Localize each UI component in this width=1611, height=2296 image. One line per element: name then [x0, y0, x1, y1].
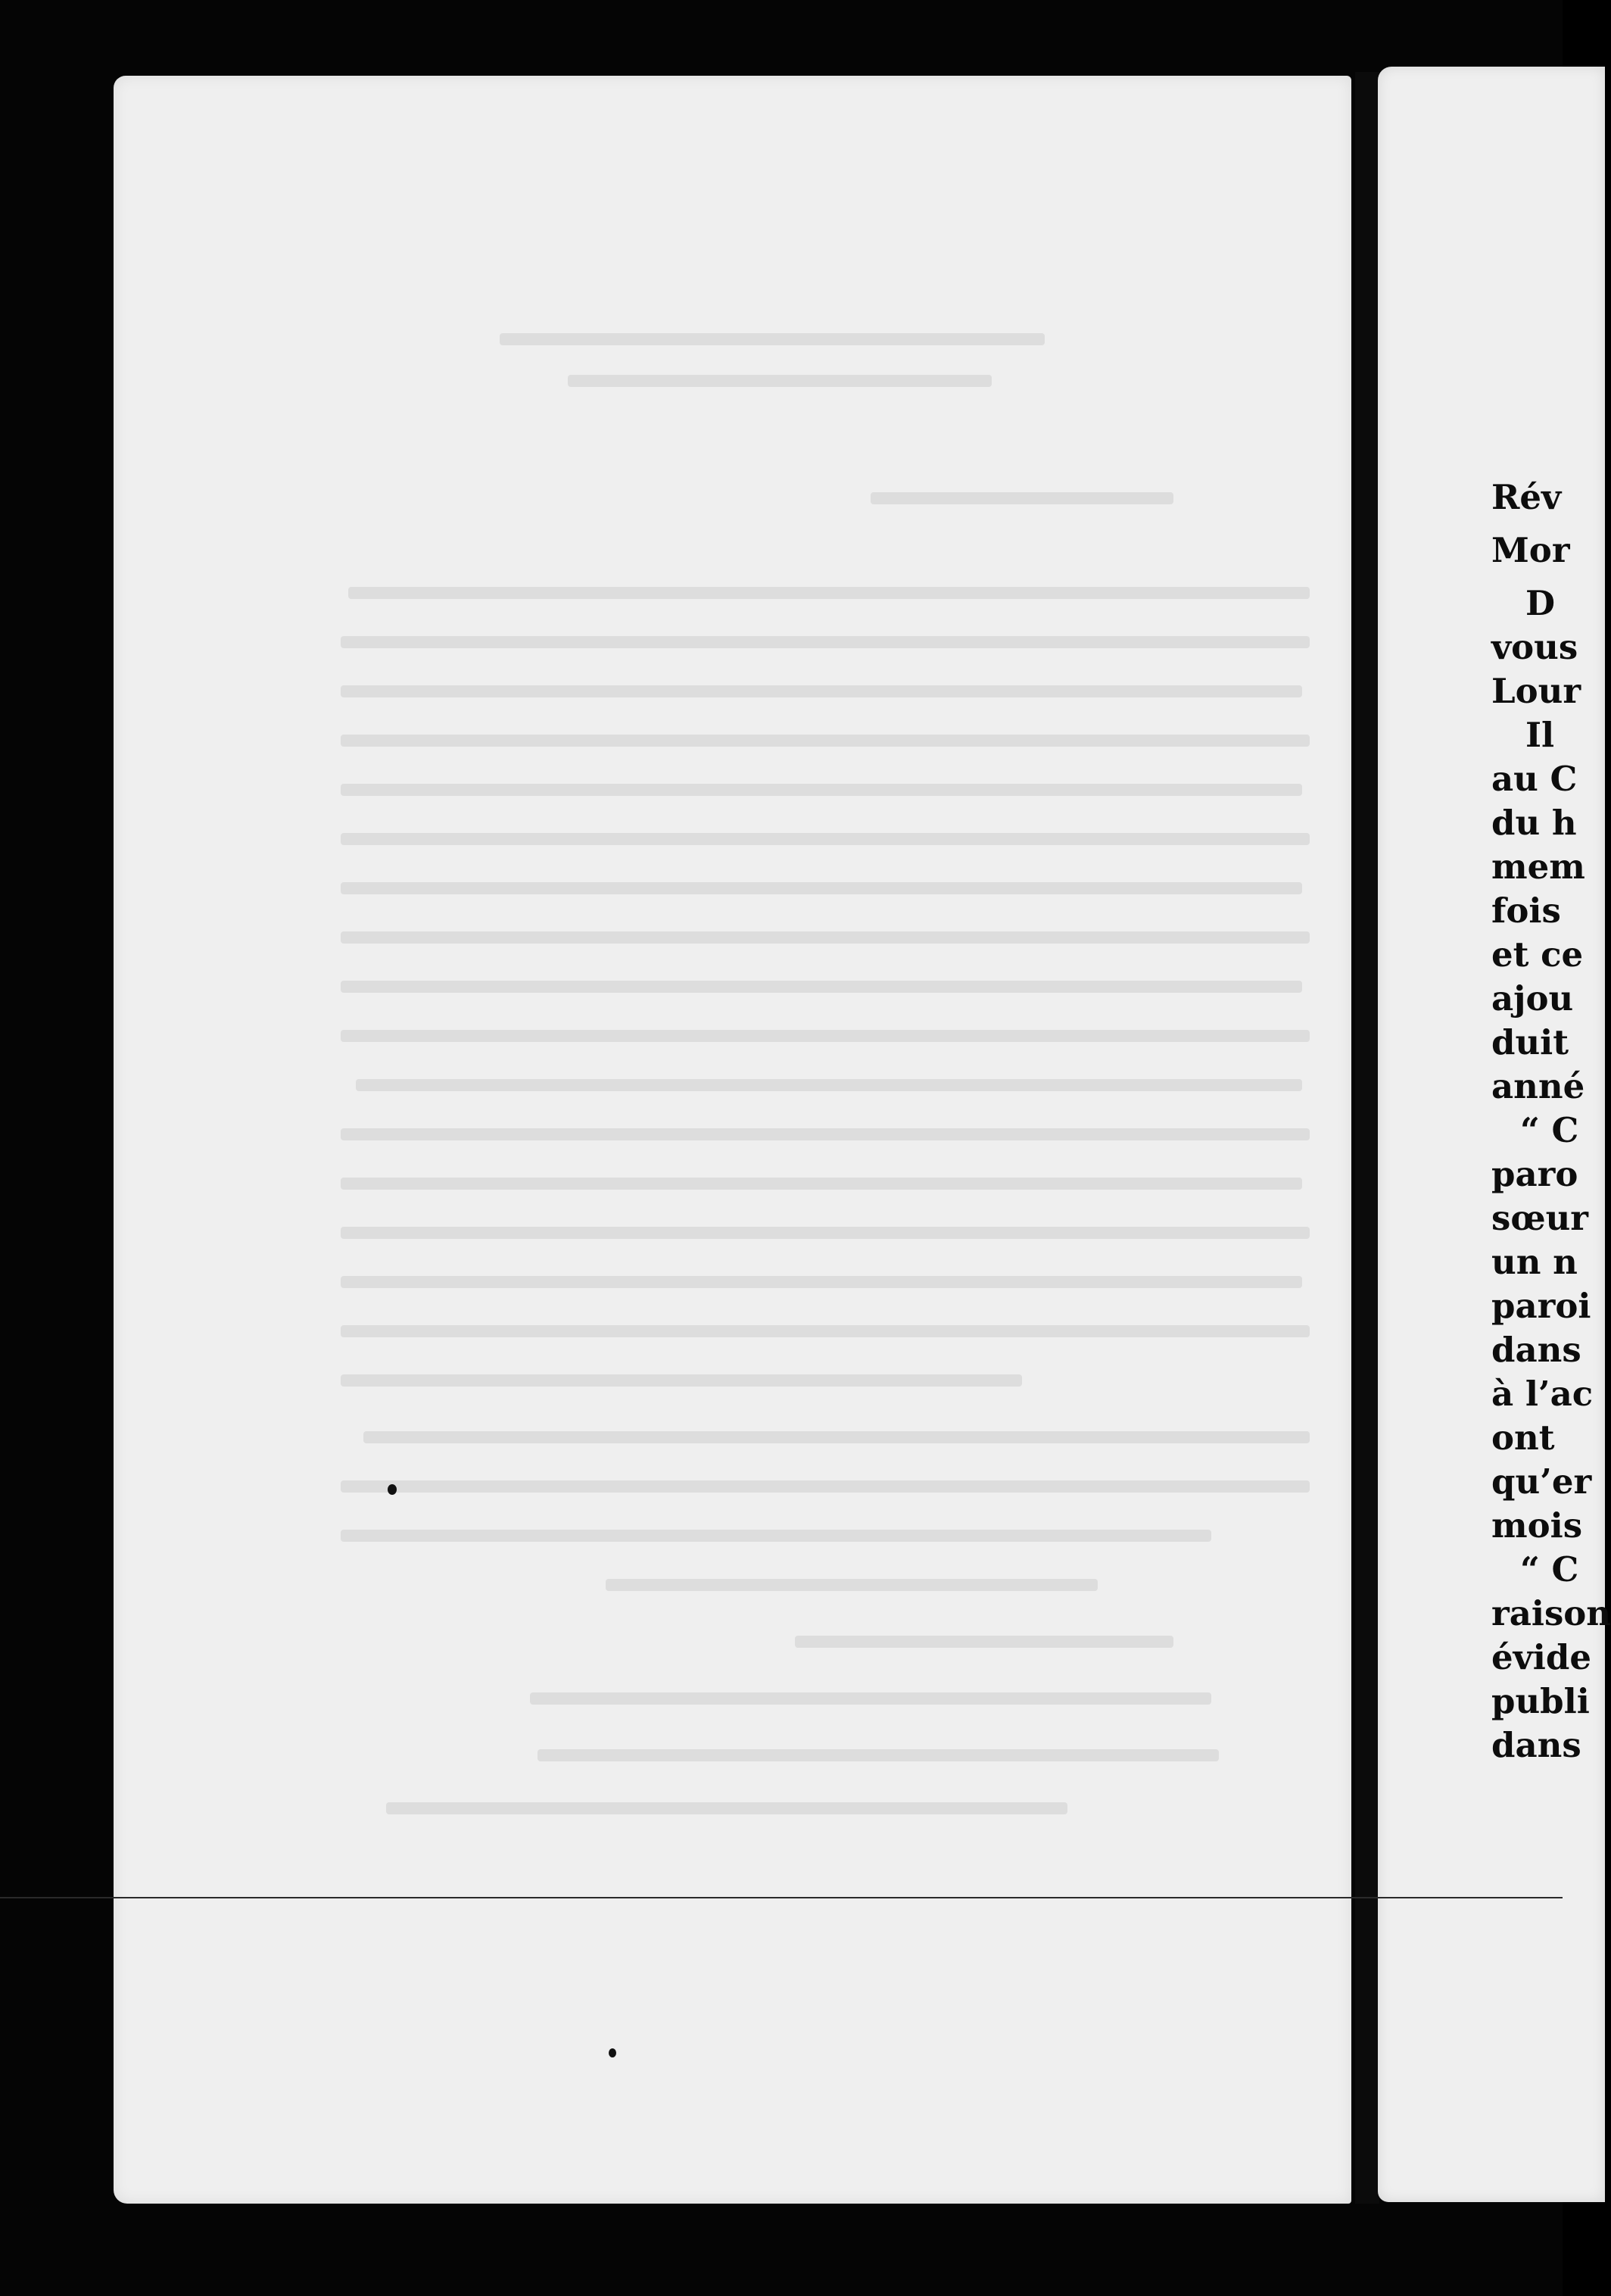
text-line: fois: [1491, 891, 1561, 931]
bleed-through-mark: [606, 1579, 1098, 1591]
text-line: et ce: [1491, 934, 1584, 975]
text-line: qu’er: [1491, 1462, 1592, 1502]
ink-speck: [609, 2048, 616, 2057]
text-line: Rév: [1491, 477, 1562, 517]
bleed-through-mark: [341, 1276, 1302, 1288]
bleed-through-mark: [568, 375, 992, 387]
bleed-through-mark: [538, 1749, 1219, 1761]
text-line: anné: [1491, 1066, 1585, 1106]
bleed-through-mark: [356, 1079, 1302, 1091]
bleed-through-mark: [871, 492, 1173, 504]
bleed-through-mark: [341, 1480, 1310, 1493]
bleed-through-mark: [341, 735, 1310, 747]
text-line: paroi: [1491, 1286, 1591, 1326]
text-line: dans: [1491, 1330, 1581, 1370]
text-line: duit: [1491, 1022, 1569, 1062]
bleed-through-mark: [341, 1227, 1310, 1239]
page-gutter: [1355, 72, 1379, 2204]
bleed-through-mark: [795, 1636, 1173, 1648]
right-page-text-column: [1491, 476, 1611, 1767]
text-line: ajou: [1491, 978, 1574, 1019]
ink-speck: [388, 1484, 397, 1495]
bleed-through-mark: [341, 784, 1302, 796]
bleed-through-mark: [341, 833, 1310, 845]
text-line: Il: [1525, 715, 1555, 755]
text-line: sœur: [1491, 1198, 1589, 1238]
bleed-through-mark: [341, 981, 1302, 993]
text-line: paro: [1491, 1154, 1578, 1194]
bleed-through-mark: [530, 1692, 1211, 1705]
bleed-through-mark: [363, 1431, 1310, 1443]
text-line: raison: [1491, 1593, 1611, 1633]
bleed-through-mark: [341, 931, 1310, 944]
bleed-through-mark: [386, 1802, 1067, 1814]
text-line: du h: [1491, 803, 1577, 843]
text-line: dans: [1491, 1725, 1581, 1765]
text-line: mois: [1491, 1505, 1583, 1546]
bleed-through-mark: [348, 587, 1310, 599]
bleed-through-mark: [341, 1374, 1022, 1387]
bleed-through-mark: [341, 1030, 1310, 1042]
text-line: ont: [1491, 1418, 1555, 1458]
bleed-through-mark: [341, 685, 1302, 697]
text-line: Mor: [1491, 530, 1570, 570]
text-line: un n: [1491, 1242, 1578, 1282]
bleed-through-mark: [341, 636, 1310, 648]
bleed-through-mark: [341, 1178, 1302, 1190]
text-line: “ C: [1520, 1549, 1579, 1589]
text-line: au C: [1491, 759, 1578, 799]
bleed-through-mark: [341, 1530, 1211, 1542]
text-line: publi: [1491, 1681, 1590, 1721]
text-line: Lour: [1491, 671, 1581, 711]
text-line: “ C: [1520, 1110, 1579, 1150]
bleed-through-mark: [500, 333, 1045, 345]
text-line: évide: [1491, 1637, 1591, 1677]
bleed-through-mark: [341, 1128, 1310, 1140]
text-line: mem: [1491, 847, 1585, 887]
text-line: à l’ac: [1491, 1374, 1594, 1414]
scanner-crop-line: [0, 1897, 1563, 1898]
bleed-through-mark: [341, 882, 1302, 894]
bleed-through-mark: [341, 1325, 1310, 1337]
left-page-blank: [114, 76, 1351, 2204]
text-line: D: [1525, 583, 1556, 623]
text-line: vous: [1491, 627, 1578, 667]
